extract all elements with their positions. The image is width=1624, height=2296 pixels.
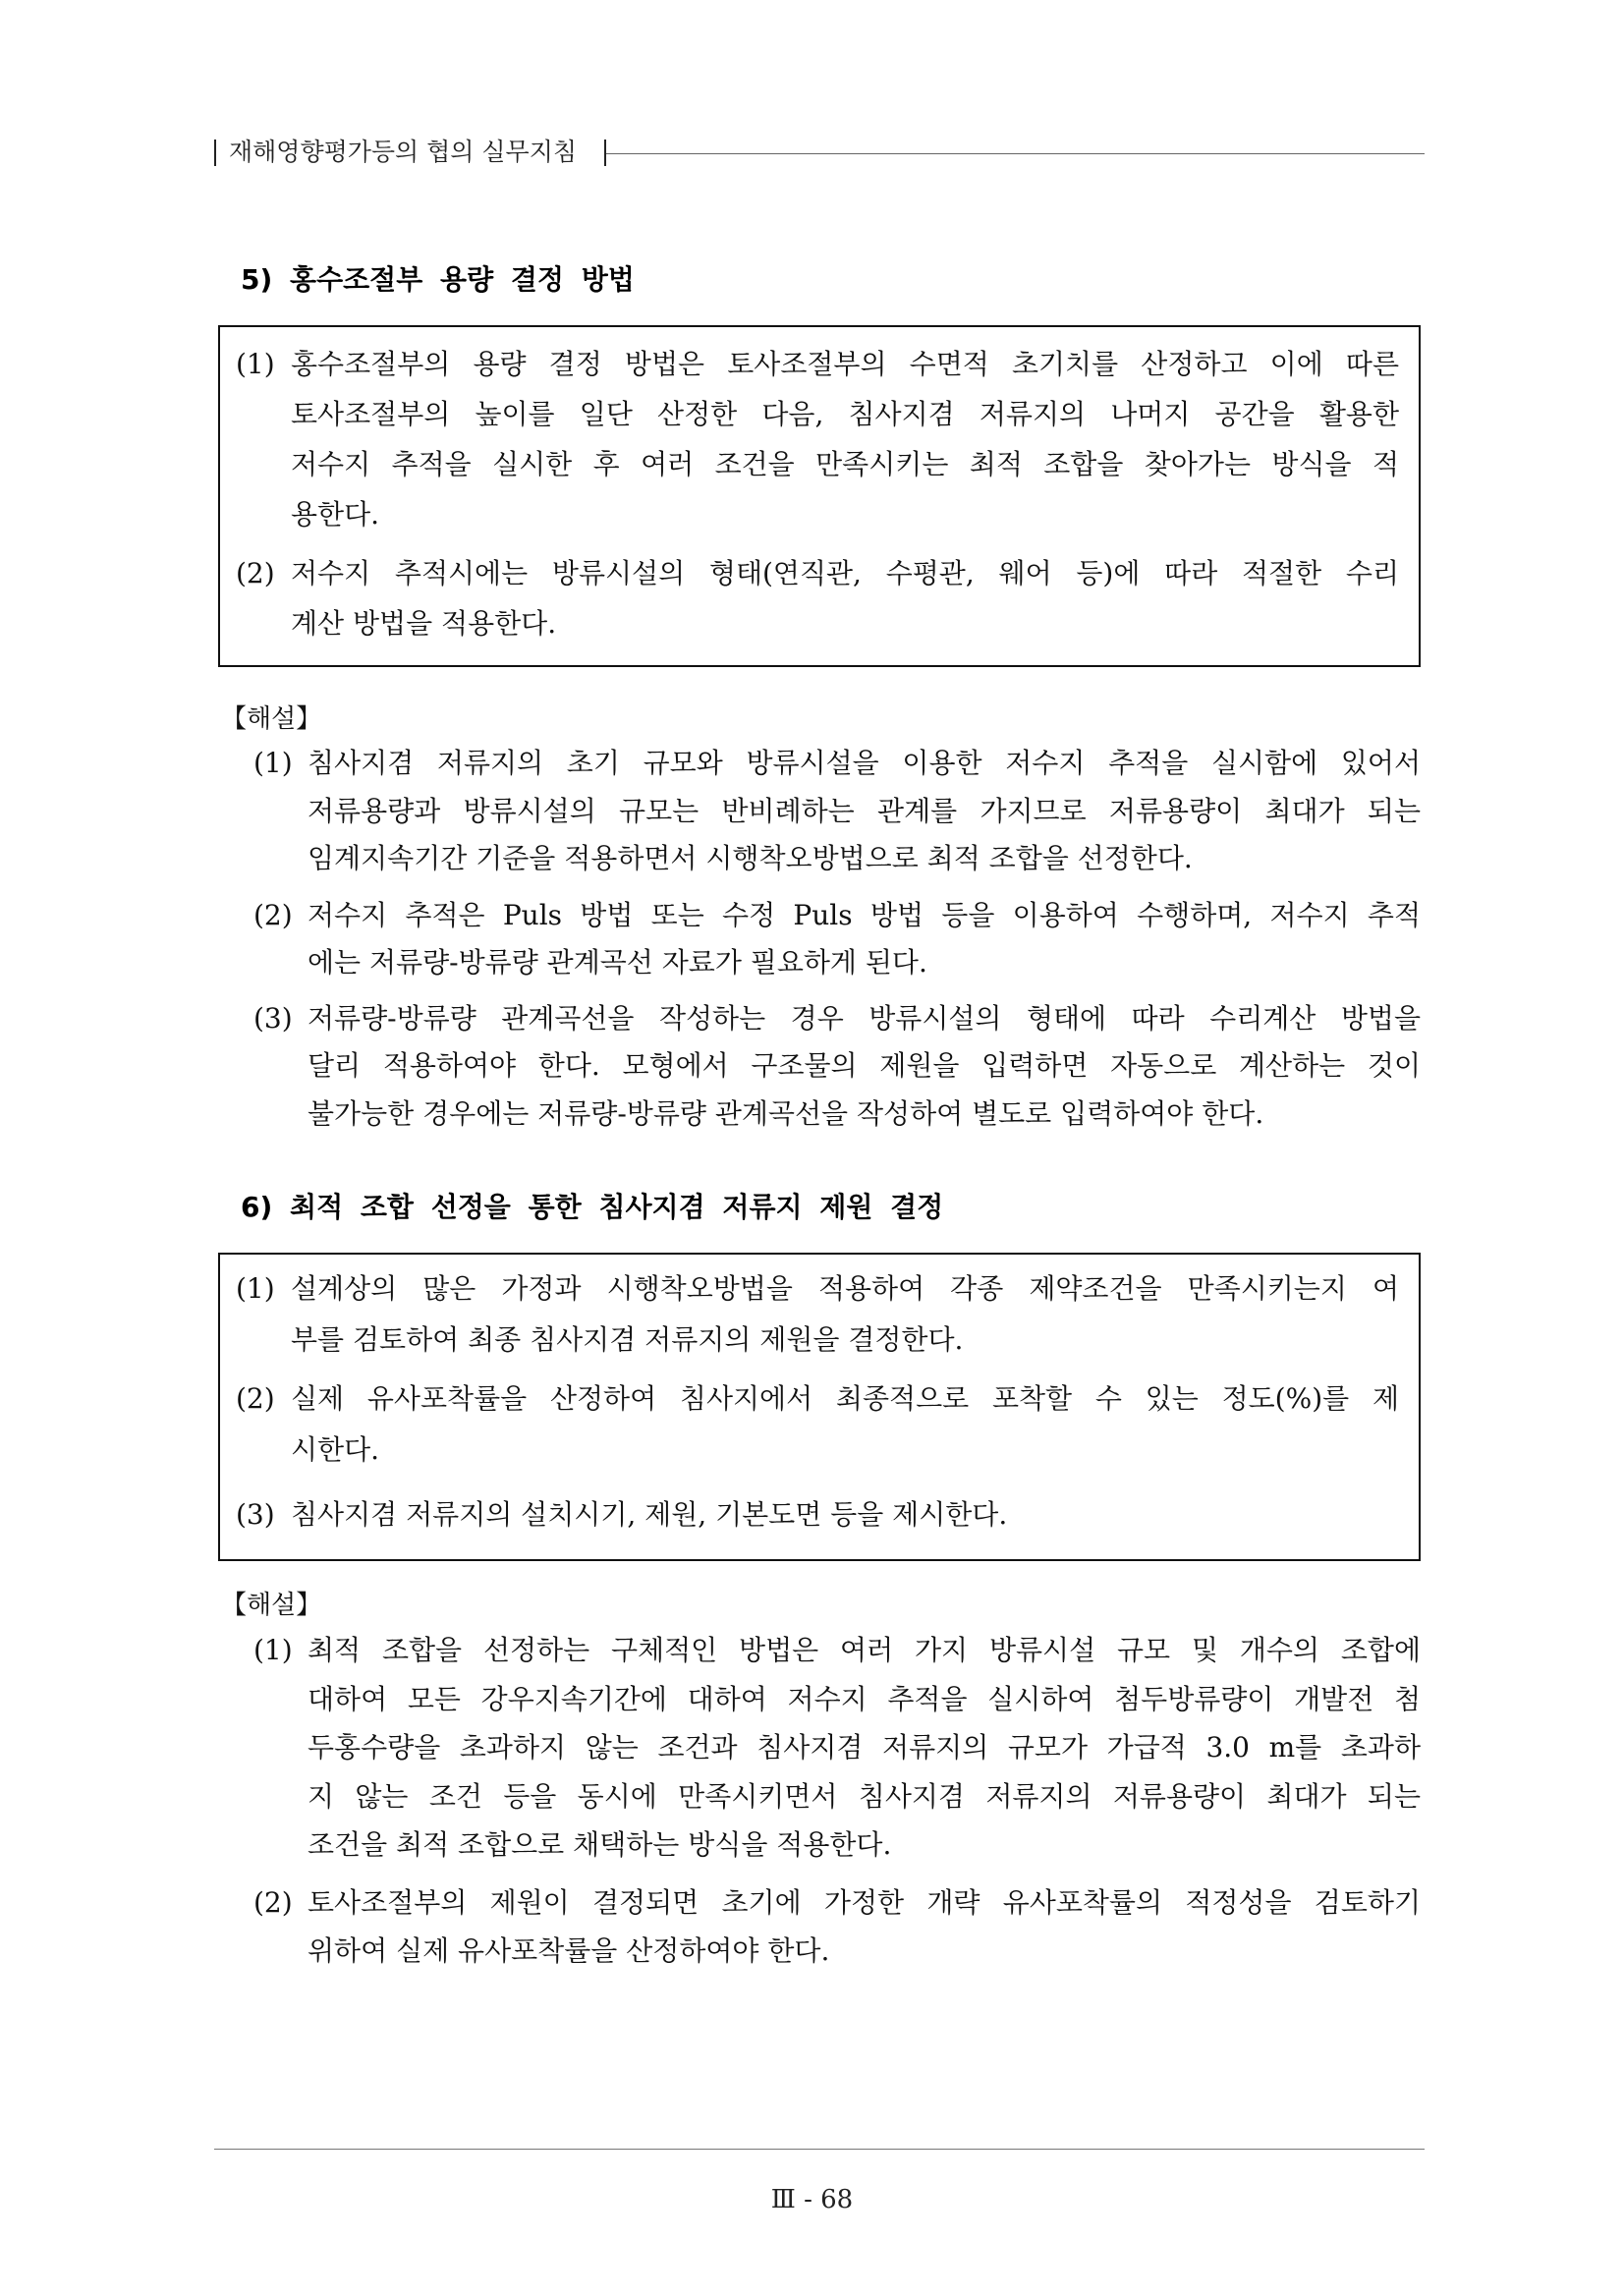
commentary-label: 【해설】 <box>221 704 322 734</box>
running-header-title: 재해영향평가등의 협의 실무지침 <box>229 138 577 166</box>
commentary-item <box>253 995 1421 1139</box>
section-5-summary-box <box>218 325 1421 667</box>
paragraph-line: 두홍수량을 초과하지 않는 조건과 침사지겸 저류지의 규모가 가급적 3.0 m를 초과하 <box>308 1731 1421 1764</box>
paragraph-line: 위하여 실제 유사포착률을 산정하여야 한다. <box>308 1934 830 1967</box>
paragraph-line: 에는 저류량-방류량 관계곡선 자료가 필요하게 된다. <box>308 946 927 979</box>
section-5-commentary <box>253 740 1421 1138</box>
section-5-title: 5) 홍수조절부 용량 결정 방법 <box>241 263 635 296</box>
page-number: Ⅲ - 68 <box>770 2185 854 2214</box>
item-number: (3) <box>236 1498 275 1531</box>
paragraph-line: 저류량-방류량 관계곡선을 작성하는 경우 방류시설의 형태에 따라 수리계산 방법을 <box>308 1001 1421 1035</box>
paragraph-line: 저류용량과 방류시설의 규모는 반비례하는 관계를 가지므로 저류용량이 최대가 되는 <box>308 794 1421 827</box>
commentary-item <box>253 1878 1421 1976</box>
item-number: (2) <box>253 898 293 931</box>
item-number: (2) <box>236 557 275 589</box>
item-number: (2) <box>253 1885 293 1919</box>
summary-item <box>236 1373 1399 1476</box>
paragraph-line: 최적 조합을 선정하는 구체적인 방법은 여러 가지 방류시설 규모 및 개수의 조합에 <box>308 1634 1421 1666</box>
paragraph-line: 시한다. <box>291 1433 380 1466</box>
paragraph-line: 침사지겸 저류지의 초기 규모와 방류시설을 이용한 저수지 추적을 실시함에 있어서 <box>308 747 1421 779</box>
header-left-bar <box>214 140 216 166</box>
paragraph-line: 토사조절부의 높이를 일단 산정한 다음, 침사지겸 저류지의 나머지 공간을 활용한 <box>291 398 1399 430</box>
summary-item <box>236 1263 1399 1366</box>
section-6-title: 6) 최적 조합 선정을 통한 침사지겸 저류지 제원 결정 <box>241 1191 944 1223</box>
paragraph-line: 침사지겸 저류지의 설치시기, 제원, 기본도면 등을 제시한다. <box>291 1498 1008 1531</box>
paragraph-line: 설계상의 많은 가정과 시행착오방법을 적용하여 각종 제약조건을 만족시키는지 여 <box>291 1272 1399 1305</box>
item-number: (2) <box>236 1382 275 1415</box>
paragraph-line: 저수지 추적시에는 방류시설의 형태(연직관, 수평관, 웨어 등)에 따라 적절한 수리 <box>291 557 1399 589</box>
paragraph-line: 용한다. <box>291 498 380 531</box>
summary-item <box>236 339 1399 539</box>
paragraph-line: 대하여 모든 강우지속기간에 대하여 저수지 추적을 실시하여 첨두방류량이 개발전 첨 <box>308 1682 1421 1715</box>
item-number: (1) <box>253 1634 293 1666</box>
summary-item <box>236 1489 1399 1540</box>
section-6-commentary <box>253 1626 1421 1976</box>
item-number: (1) <box>253 747 293 779</box>
section-6-summary-box <box>218 1253 1421 1561</box>
paragraph-line: 조건을 최적 조합으로 채택하는 방식을 적용한다. <box>308 1828 892 1861</box>
summary-item <box>236 548 1399 648</box>
paragraph-line: 임계지속기간 기준을 적용하면서 시행착오방법으로 최적 조합을 선정한다. <box>308 842 1193 874</box>
paragraph-line: 토사조절부의 제원이 결정되면 초기에 가정한 개략 유사포착률의 적정성을 검토하기 <box>308 1885 1421 1919</box>
item-number: (1) <box>236 348 275 380</box>
commentary-item <box>253 892 1421 987</box>
header-rule <box>606 153 1425 154</box>
paragraph-line: 계산 방법을 적용한다. <box>291 607 557 640</box>
commentary-label: 【해설】 <box>221 1591 322 1620</box>
paragraph-line: 달리 적용하여야 한다. 모형에서 구조물의 제원을 입력하면 자동으로 계산하는 것이 <box>308 1049 1421 1082</box>
commentary-item <box>253 740 1421 883</box>
paragraph-line: 저수지 추적은 Puls 방법 또는 수정 Puls 방법 등을 이용하여 수행하며, 저수지 추적 <box>308 898 1421 931</box>
paragraph-line: 저수지 추적을 실시한 후 여러 조건을 만족시키는 최적 조합을 찾아가는 방식을 적 <box>291 448 1399 480</box>
item-number: (3) <box>253 1001 293 1035</box>
paragraph-line: 실제 유사포착률을 산정하여 침사지에서 최종적으로 포착할 수 있는 정도(%)를 제 <box>291 1382 1399 1415</box>
paragraph-line: 지 않는 조건 등을 동시에 만족시키면서 침사지겸 저류지의 저류용량이 최대가 되는 <box>308 1779 1421 1813</box>
paragraph-line: 부를 검토하여 최종 침사지겸 저류지의 제원을 결정한다. <box>291 1323 964 1356</box>
paragraph-line: 홍수조절부의 용량 결정 방법은 토사조절부의 수면적 초기치를 산정하고 이에 따른 <box>291 348 1399 380</box>
item-number: (1) <box>236 1272 275 1305</box>
paragraph-line: 불가능한 경우에는 저류량-방류량 관계곡선을 작성하여 별도로 입력하여야 한다. <box>308 1096 1264 1130</box>
commentary-item <box>253 1626 1421 1870</box>
footer-rule <box>214 2149 1425 2150</box>
